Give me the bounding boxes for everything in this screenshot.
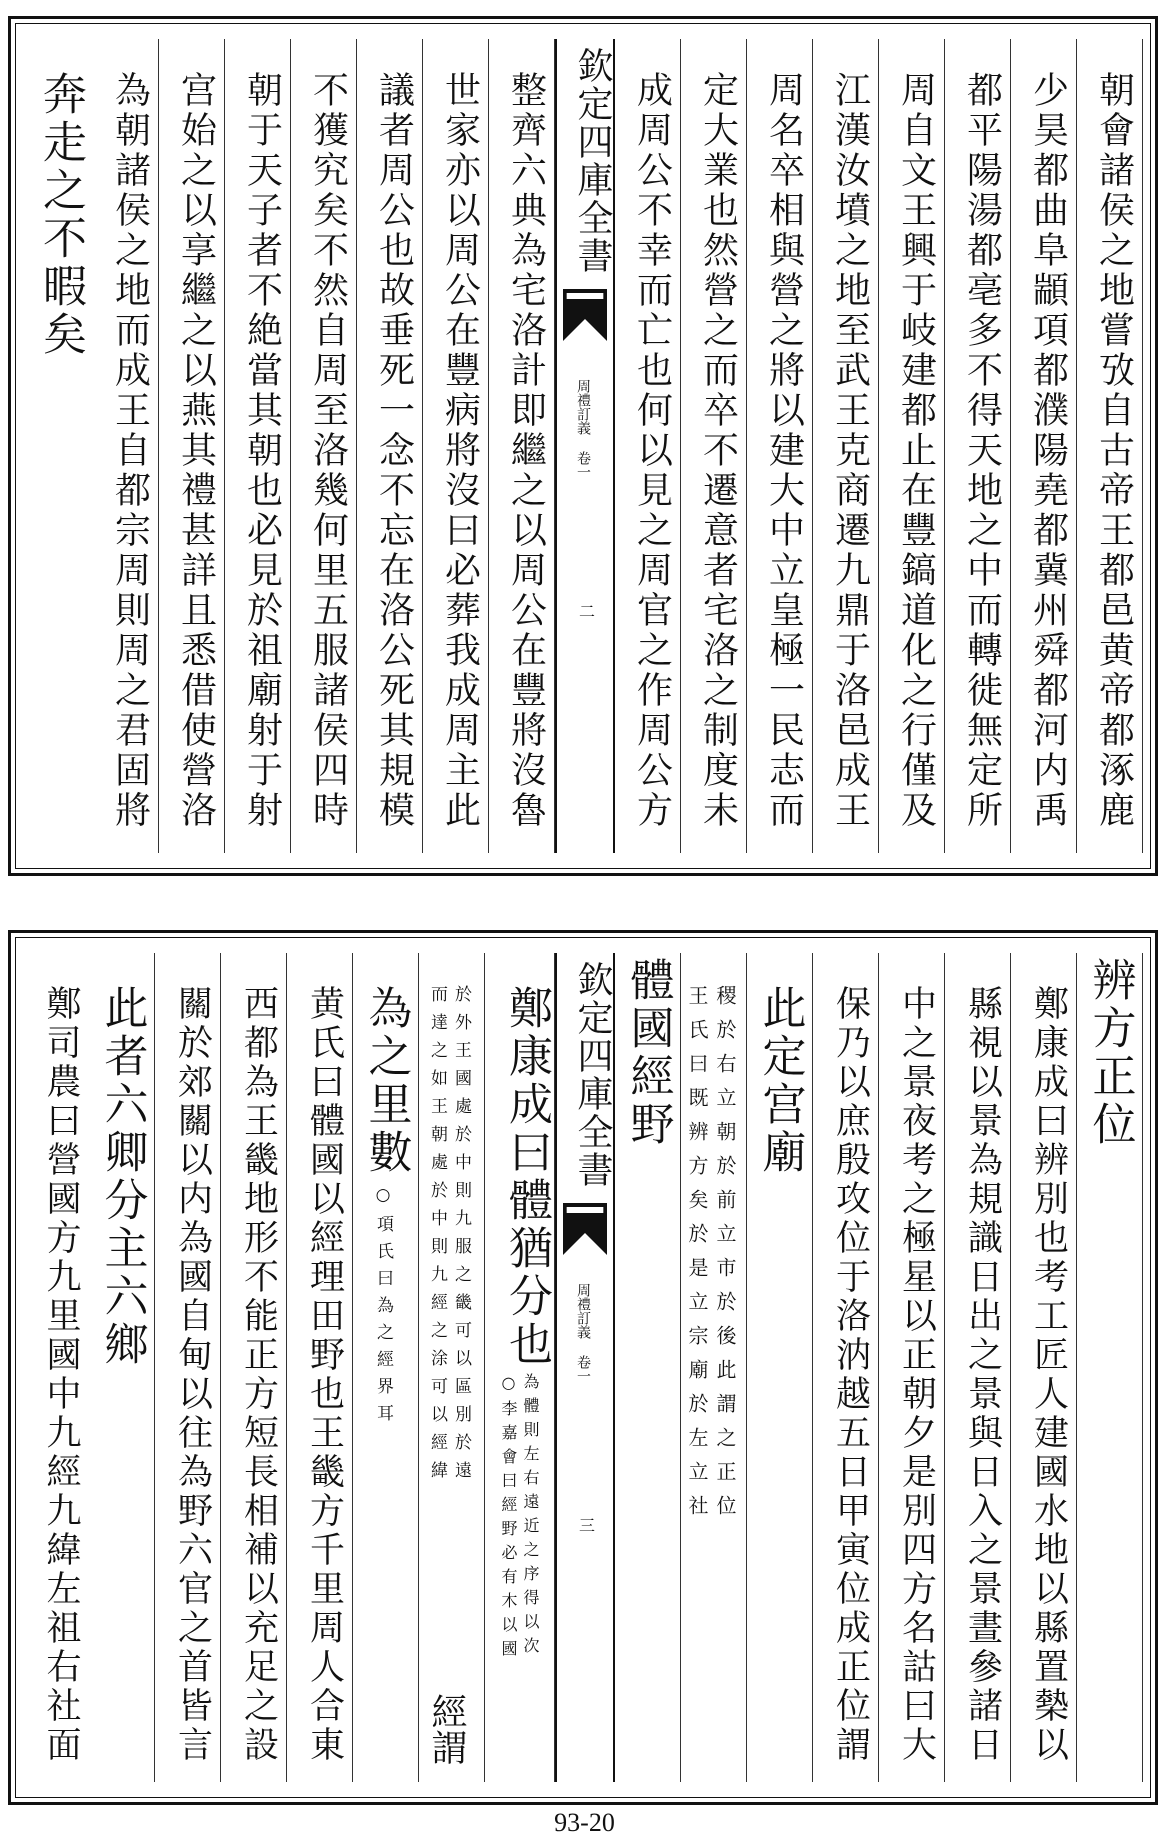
text-column: 周名卒相與營之將以建大中立皇極一民志而 [747, 39, 813, 853]
fish-tail-mark [563, 1203, 607, 1255]
volume-label: 周禮訂義 卷一 [575, 379, 591, 479]
text-column: 關於郊關以内為國自甸以往為野六官之首皆言 [155, 953, 221, 1782]
section-heading: 辨方正位 [1077, 953, 1143, 1782]
annotation-line: 王氏曰既辨方矣於是立宗廟於左立社 [685, 985, 709, 1529]
text-column: 宫始之以享繼之以燕其禮甚詳且悉借使營洛 [159, 39, 225, 853]
annotation-column [681, 953, 747, 1782]
text-column: 江漢汝墳之地至武王克商遷九鼎于洛邑成王 [813, 39, 879, 853]
fish-tail-mark [563, 289, 607, 341]
text-column: 都平陽湯都亳多不得天地之中而轉徙無定所 [945, 39, 1011, 853]
text-column: 成周公不幸而亡也何以見之周官之作周公方 [615, 39, 681, 853]
text-column: 西都為王畿地形不能正方短長相補以充足之設 [221, 953, 287, 1782]
book-title: 欽定四庫全書 [572, 961, 613, 1189]
text-column: 朝會諸侯之地嘗攷自古帝王都邑黄帝都涿鹿 [1077, 39, 1143, 853]
center-column [555, 953, 615, 1782]
text-column: 鄭康成曰辨別也考工匠人建國水地以縣置槷以 [1011, 953, 1077, 1782]
annotation-line: 稷於右立朝於前立市於後此謂之正位 [713, 985, 737, 1529]
text-column: 整齊六典為宅洛計即繼之以周公在豐將沒魯 [489, 39, 555, 853]
text-column: 議者周公也故垂死一念不忘在洛公死其規模 [357, 39, 423, 853]
book-title: 欽定四庫全書 [572, 47, 613, 275]
bottom-page [8, 930, 1158, 1805]
text-column: 黄氏曰體國以經理田野也王畿方千里周人合東 [287, 953, 353, 1782]
annotation-line: ○李嘉會曰經野必有木以國 [499, 1373, 518, 1664]
text-column: 中之景夜考之極星以正朝夕是別四方名詁曰大 [879, 953, 945, 1782]
text-column: 定大業也然營之而卒不遷意者宅洛之制度未 [681, 39, 747, 853]
volume-label: 周禮訂義 卷一 [575, 1283, 591, 1383]
text-column: 奔走之不暇矣 [35, 71, 86, 359]
text-column: 世家亦以周公在豐病將沒曰必葬我成周主此 [423, 39, 489, 853]
text-column: 少昊都曲阜顓項都濮陽堯都冀州舜都河内禹 [1011, 39, 1077, 853]
annotation-line: ○項氏曰為之經界耳 [373, 1185, 393, 1431]
text-column: 此定宫廟 [747, 953, 813, 1782]
text-column: 朝于天子者不絶當其朝也必見於祖廟射于射 [225, 39, 291, 853]
section-heading: 體國經野 [615, 953, 681, 1782]
annotation-column [419, 953, 485, 1782]
page-label: 二 [579, 602, 596, 621]
annotation-line: 於外王國處於中則九服之畿可以區別於遠 [451, 985, 471, 1489]
text-column: 周自文王興于岐建都止在豐鎬道化之行僅及 [879, 39, 945, 853]
text-column: 縣視以景為規識日出之景與日入之景晝參諸日 [945, 953, 1011, 1782]
text-column: 為之里數 ○項氏曰為之經界耳 [353, 953, 419, 1782]
center-column [555, 39, 615, 853]
text-column: 為朝諸侯之地而成王自都宗周則周之君固將 [93, 39, 159, 853]
text-column: 不獲究矣不然自周至洛幾何里五服諸侯四時 [291, 39, 357, 853]
annotation-line: 而達之如王朝處於中則九經之涂可以經緯 [427, 985, 447, 1489]
text-column: 此者六卿分主六鄉 [89, 953, 155, 1782]
trailing-text: 經謂 [426, 1693, 467, 1765]
annotation-line: 為體則左右遠近之序得以次 [521, 1373, 540, 1661]
text-column: 保乃以庶殷攻位于洛汭越五日甲寅位成正位謂 [813, 953, 879, 1782]
top-page [8, 16, 1158, 876]
page-number: 93-20 [554, 1808, 615, 1837]
bottom-page-frame [23, 953, 1143, 1782]
top-page-frame [23, 39, 1143, 853]
text-column: 鄭康成曰體猶分也 ○李嘉會曰經野必有木以國 為體則左右遠近之序得以次 [485, 953, 555, 1782]
page-label: 三 [579, 1516, 596, 1535]
text-column: 鄭司農曰營國方九里國中九經九緯左祖右社面 [41, 985, 81, 1765]
